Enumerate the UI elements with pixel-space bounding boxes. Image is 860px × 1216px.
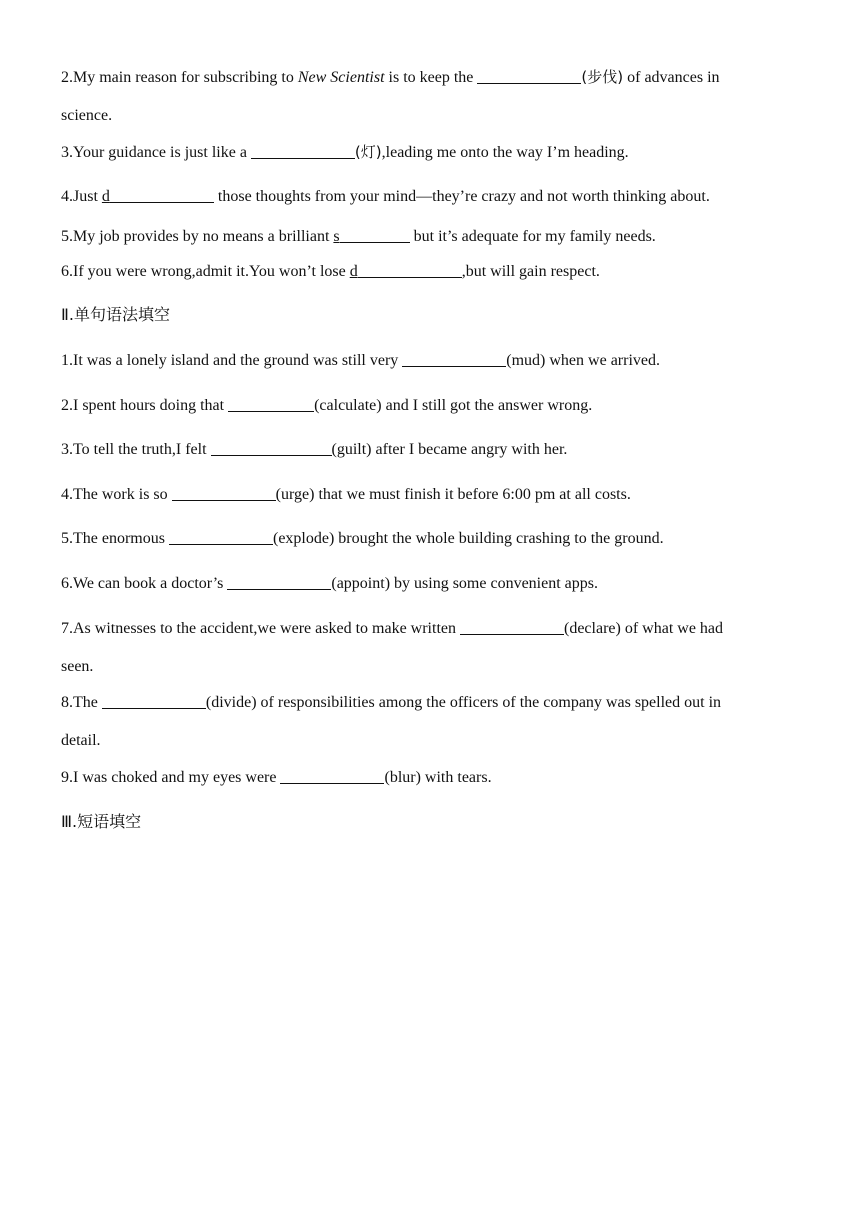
exercise-2-item-9 [61, 767, 492, 788]
exercise-1-item-3 [61, 142, 629, 163]
item-hint: (divide) [205, 694, 257, 711]
item-text: detail. [61, 732, 101, 749]
item-text: but it’s adequate for my family needs. [409, 228, 656, 245]
item-text: and I still got the answer wrong. [381, 397, 593, 414]
item-text: 1.It was a lonely island and the ground was still very [61, 352, 403, 369]
item-text: ,leading me onto the way I’m heading. [381, 144, 629, 161]
exercise-2-item-7 [61, 618, 723, 639]
item-hint: (urge) [275, 486, 315, 503]
answer-blank[interactable] [251, 142, 355, 159]
item-text: 3.To tell the truth,I felt [61, 441, 211, 458]
item-text: 7.As witnesses to the accident,we were asked to make written [61, 620, 460, 637]
answer-blank[interactable] [227, 573, 331, 590]
item-hint: (灯) [354, 143, 382, 161]
item-hint: (mud) [506, 352, 546, 369]
exercise-2-item-6 [61, 573, 598, 594]
answer-blank[interactable] [211, 439, 332, 456]
item-text: those thoughts from your mind—they’re crazy and not worth thinking about. [213, 188, 710, 205]
exercise-2-item-3 [61, 439, 567, 460]
exercise-2-item-8 [61, 692, 721, 713]
answer-blank[interactable] [460, 618, 564, 635]
item-text: brought the whole building crashing to the ground. [334, 530, 664, 547]
item-text: with tears. [420, 769, 492, 786]
item-hint: (declare) [563, 620, 621, 637]
answer-blank[interactable] [358, 261, 462, 278]
item-text: that we must finish it before 6:00 pm at all costs. [314, 486, 631, 503]
exercise-2-item-2 [61, 395, 592, 416]
exercise-2-item-1 [61, 350, 660, 371]
exercise-2-item-8-cont [61, 731, 101, 751]
section-heading-grammar: Ⅱ.单句语法填空 [61, 305, 170, 324]
item-text: 3.Your guidance is just like a [61, 144, 251, 161]
answer-blank[interactable] [402, 350, 506, 367]
answer-blank[interactable] [228, 395, 314, 412]
item-initial-letter: d [101, 188, 110, 205]
item-text: 5.My job provides by no means a brilliant [61, 228, 334, 245]
answer-blank[interactable] [169, 528, 273, 545]
exercise-2-item-7-cont [61, 657, 93, 677]
item-text: 4.Just [61, 188, 102, 205]
item-text: by using some convenient apps. [390, 575, 598, 592]
answer-blank[interactable] [340, 226, 410, 243]
item-text: seen. [61, 658, 94, 675]
exercise-2-item-5 [61, 528, 664, 549]
item-text: 4.The work is so [61, 486, 172, 503]
item-hint: (guilt) [331, 441, 372, 458]
item-text: when we arrived. [545, 352, 660, 369]
item-hint: (步伐) [581, 68, 624, 86]
item-initial-letter: d [349, 263, 358, 280]
section-heading-phrases: Ⅲ.短语填空 [61, 812, 142, 831]
item-text: of responsibilities among the officers of the company was spelled out in [256, 694, 722, 711]
exercise-2-item-4 [61, 484, 631, 505]
item-text: after I became angry with her. [371, 441, 568, 458]
exercise-1-item-2-cont [61, 106, 112, 126]
item-initial-letter: s [333, 228, 340, 245]
item-text: 8.The [61, 694, 102, 711]
item-text: of what we had [620, 620, 724, 637]
item-text: of advances in [623, 69, 720, 86]
item-magazine-title: New Scientist [297, 69, 385, 86]
item-text: 9.I was choked and my eyes were [61, 769, 281, 786]
exercise-1-item-6 [61, 261, 600, 282]
item-text: 2.I spent hours doing that [61, 397, 229, 414]
item-text: 6.If you were wrong,admit it.You won’t lose [61, 263, 350, 280]
exercise-1-item-5 [61, 226, 656, 247]
answer-blank[interactable] [110, 186, 214, 203]
answer-blank[interactable] [477, 67, 581, 84]
item-text: 2.My main reason for subscribing to [61, 69, 298, 86]
exercise-1-item-4 [61, 186, 710, 207]
item-hint: (blur) [384, 769, 421, 786]
item-hint: (appoint) [331, 575, 391, 592]
answer-blank[interactable] [280, 767, 384, 784]
item-text: 5.The enormous [61, 530, 169, 547]
item-text: science. [61, 107, 113, 124]
item-hint: (explode) [272, 530, 335, 547]
item-text: 6.We can book a doctor’s [61, 575, 228, 592]
answer-blank[interactable] [102, 692, 206, 709]
item-text: ,but will gain respect. [461, 263, 600, 280]
exercise-1-item-2 [61, 67, 720, 88]
item-text: is to keep the [384, 69, 478, 86]
item-hint: (calculate) [314, 397, 382, 414]
answer-blank[interactable] [172, 484, 276, 501]
